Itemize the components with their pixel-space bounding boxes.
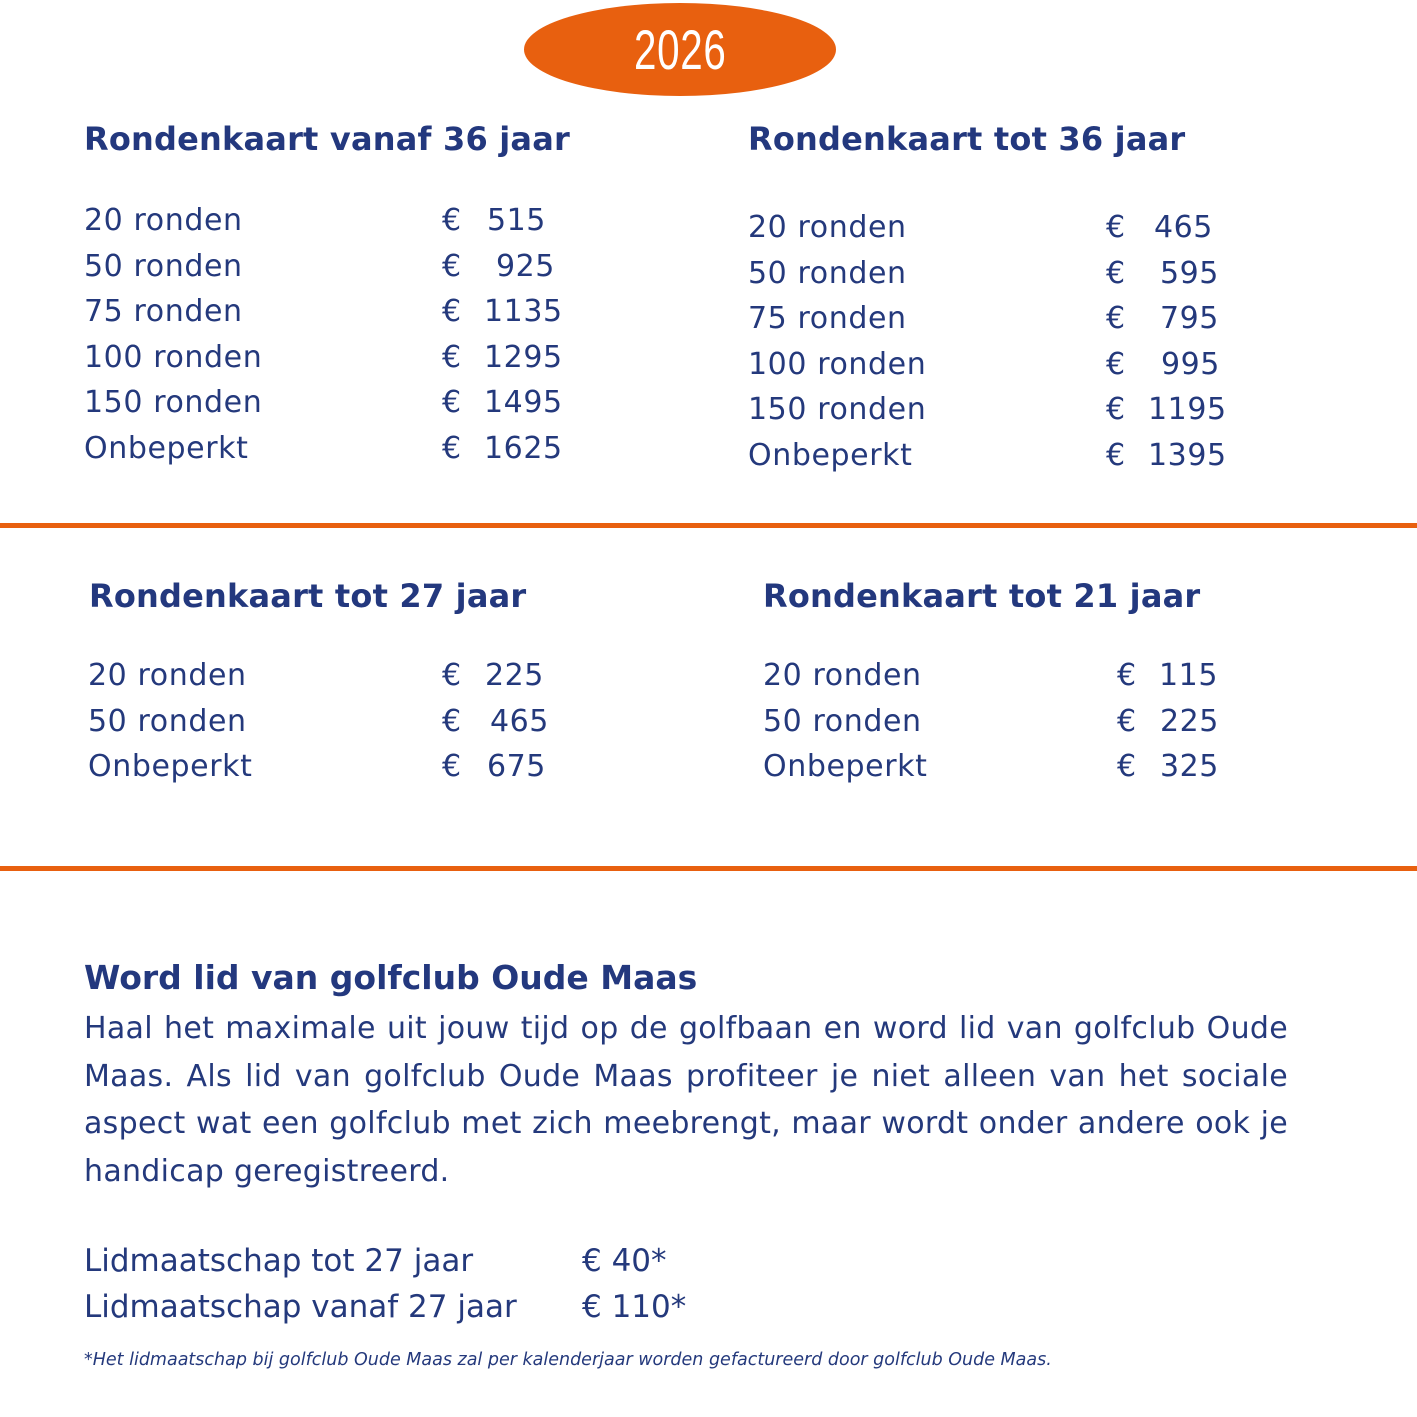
- section-divider: [0, 523, 1417, 528]
- price-row-currency: €: [442, 203, 462, 238]
- price-row-label: 20 ronden: [763, 658, 922, 693]
- price-row-amount: 925: [495, 248, 555, 284]
- price-row-amount: 1135: [484, 294, 563, 330]
- price-row-currency: €: [442, 658, 462, 693]
- membership-fee-amount: € 40*: [582, 1243, 667, 1279]
- year-badge: [524, 3, 836, 96]
- section-title-tot-36: Rondenkaart tot 36 jaar: [748, 120, 1186, 158]
- price-row-amount: 325: [1159, 749, 1219, 785]
- price-row: [748, 342, 1268, 388]
- price-row-currency: €: [1106, 346, 1126, 382]
- section-title-tot-27: Rondenkaart tot 27 jaar: [89, 577, 527, 615]
- price-row-label: 50 ronden: [84, 248, 243, 284]
- price-row-label: 50 ronden: [763, 703, 922, 739]
- price-row-label: 20 ronden: [88, 658, 247, 693]
- section-title-vanaf-36: Rondenkaart vanaf 36 jaar: [84, 120, 570, 158]
- membership-intro: Haal het maximale uit jouw tijd op de golfbaan en word lid van golfclub Oude Maas. Als lid van golfclub Oude Maas profiteer je niet alleen van het sociale aspect wat een golfclub met zich meebrengt, maar wordt onder andere ook je handicap geregistreerd.: [84, 1011, 1288, 1189]
- price-row: [84, 426, 604, 472]
- price-row: [748, 296, 1268, 342]
- membership-title: Word lid van golfclub Oude Maas: [84, 958, 698, 997]
- price-row: [88, 744, 608, 790]
- price-row-currency: €: [442, 749, 462, 785]
- price-row-label: 75 ronden: [748, 301, 907, 337]
- price-row-currency: €: [442, 339, 462, 375]
- price-row-amount: 595: [1159, 255, 1219, 291]
- price-row: [84, 244, 604, 290]
- price-table-vanaf-36: [84, 198, 604, 472]
- price-table-tot-27: [88, 653, 608, 790]
- price-row-label: 75 ronden: [84, 294, 243, 330]
- price-row-label: 150 ronden: [84, 385, 263, 421]
- price-row-label: 20 ronden: [84, 203, 243, 238]
- year-badge-label: 2026: [633, 18, 727, 81]
- price-row: [88, 653, 608, 699]
- price-row-amount: 115: [1159, 658, 1219, 693]
- price-row: [748, 387, 1268, 433]
- price-row: [84, 335, 604, 381]
- section-divider: [0, 866, 1417, 871]
- price-table-tot-36: [748, 205, 1268, 479]
- price-row-currency: €: [1117, 749, 1137, 785]
- price-row-amount: 1495: [484, 385, 563, 421]
- price-row: [748, 433, 1268, 479]
- price-row-amount: 465: [489, 703, 549, 739]
- price-row-currency: €: [1106, 210, 1126, 245]
- price-row-currency: €: [442, 703, 462, 739]
- price-row-amount: 1625: [484, 430, 563, 466]
- membership-fee-amount: € 110*: [582, 1289, 687, 1325]
- price-row-amount: 515: [486, 203, 546, 238]
- price-row-amount: 995: [1160, 346, 1220, 382]
- price-row-label: 100 ronden: [748, 346, 927, 382]
- price-row-amount: 795: [1159, 301, 1219, 337]
- price-row-amount: 225: [1159, 703, 1219, 739]
- price-row-amount: 675: [486, 749, 546, 785]
- price-row-label: Onbeperkt: [748, 437, 913, 473]
- price-row-currency: €: [1106, 255, 1126, 291]
- price-row-label: 50 ronden: [88, 703, 247, 739]
- price-row: [748, 205, 1268, 251]
- price-row-label: Onbeperkt: [84, 430, 249, 466]
- price-row: [84, 289, 604, 335]
- price-row: [748, 251, 1268, 297]
- membership-fee-label: Lidmaatschap tot 27 jaar: [84, 1243, 474, 1279]
- price-row-amount: 1295: [484, 339, 563, 375]
- price-row: [84, 198, 604, 244]
- section-title-tot-21: Rondenkaart tot 21 jaar: [763, 577, 1201, 615]
- price-row-currency: €: [442, 294, 462, 330]
- membership-fee-label: Lidmaatschap vanaf 27 jaar: [84, 1289, 517, 1325]
- price-row-currency: €: [442, 430, 462, 466]
- price-row-currency: €: [442, 248, 462, 284]
- price-row-amount: 225: [484, 658, 544, 693]
- price-row-currency: €: [1117, 703, 1137, 739]
- price-row: [763, 744, 1283, 790]
- price-row-currency: €: [1106, 301, 1126, 337]
- price-row-amount: 1195: [1148, 392, 1227, 428]
- price-row: [763, 699, 1283, 745]
- price-row-label: 20 ronden: [748, 210, 907, 245]
- price-row: [88, 699, 608, 745]
- price-row: [763, 653, 1283, 699]
- price-row-label: 100 ronden: [84, 339, 263, 375]
- price-row-currency: €: [1106, 437, 1126, 473]
- price-row-currency: €: [1106, 392, 1126, 428]
- price-row-amount: 465: [1153, 210, 1213, 245]
- price-table-tot-21: [763, 653, 1283, 790]
- price-row-label: 150 ronden: [748, 392, 927, 428]
- price-row-amount: 1395: [1148, 437, 1227, 473]
- membership-footnote: *Het lidmaatschap bij golfclub Oude Maas zal per kalenderjaar worden gefactureerd door golfclub Oude Maas.: [84, 1350, 1052, 1370]
- price-row: [84, 380, 604, 426]
- price-row-label: 50 ronden: [748, 255, 907, 291]
- price-row-currency: €: [1117, 658, 1137, 693]
- price-row-label: Onbeperkt: [88, 749, 253, 785]
- price-row-currency: €: [442, 385, 462, 421]
- price-row-label: Onbeperkt: [763, 749, 928, 785]
